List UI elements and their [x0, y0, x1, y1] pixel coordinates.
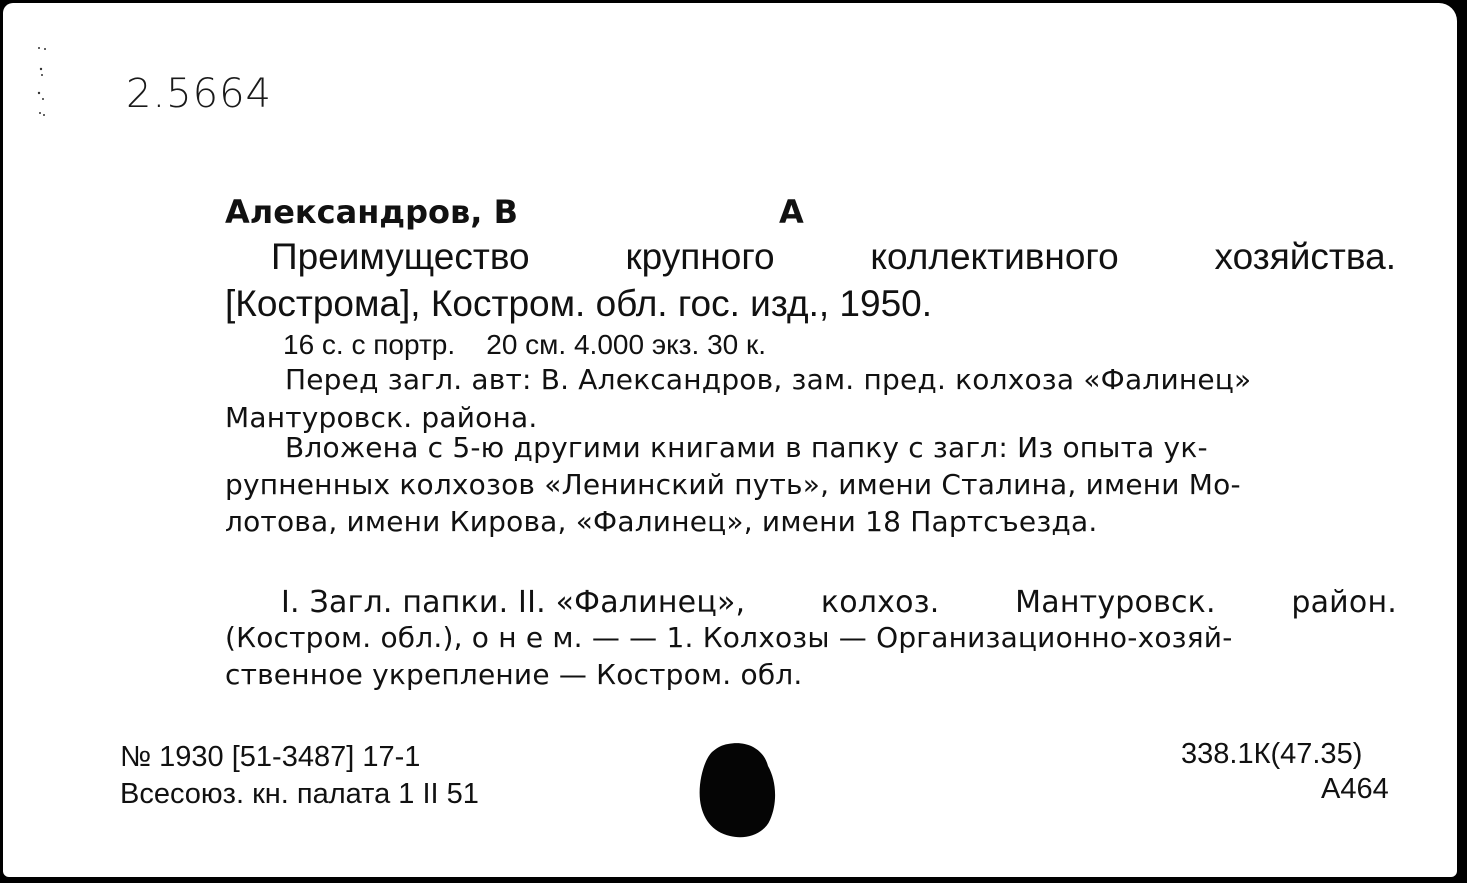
title-word: Преимущество — [271, 236, 530, 277]
title-word: хозяйства. — [1214, 236, 1396, 277]
tracing-line-1 — [281, 585, 1397, 620]
tracing-part: I. Загл. папки. II. «Фалинец», — [281, 585, 746, 620]
handwritten-number: 2.5664 — [126, 71, 272, 117]
note-line: Перед загл. авт: В. Александров, зам. пред. колхоза «Фалинец» — [285, 363, 1252, 396]
note-line: рупненных колхозов «Ленинский путь», имени Сталина, имени Мо- — [225, 468, 1241, 501]
catalog-card — [3, 3, 1457, 877]
margin-marks — [33, 43, 53, 123]
tracing-line-2: (Костром. обл.), о н е м. — — 1. Колхозы — Организационно-хозяй- — [225, 621, 1233, 654]
title-line-2: [Кострома], Костром. обл. гос. изд., 1950. — [225, 283, 933, 324]
ink-blot — [698, 740, 778, 840]
note-line: Мантуровск. района. — [225, 401, 538, 434]
note-line: Вложена с 5-ю другими книгами в папку с загл: Из опыта ук- — [285, 431, 1208, 464]
publisher-line: Всесоюз. кн. палата 1 II 51 — [120, 778, 479, 810]
record-number: № 1930 [51-3487] 17-1 — [120, 741, 421, 773]
note-line: лотова, имени Кирова, «Фалинец», имени 18 Партсъезда. — [225, 505, 1098, 538]
tracing-part: колхоз. — [820, 585, 940, 620]
classification-code: 338.1К(47.35) — [1181, 738, 1363, 770]
tracing-line-3: ственное укрепление — Костром. обл. — [225, 658, 803, 691]
tracing-part: Мантуровск. — [1015, 585, 1216, 620]
filing-letter: А — [779, 193, 804, 231]
author-mark: А464 — [1321, 773, 1389, 805]
author-heading: Александров, В — [225, 193, 518, 231]
title-line-1 — [271, 236, 1396, 278]
title-word: коллективного — [870, 236, 1119, 277]
title-word: крупного — [625, 236, 775, 277]
tracing-part: район. — [1291, 585, 1397, 620]
collation-line: 16 с. с портр. 20 см. 4.000 экз. 30 к. — [283, 329, 767, 360]
